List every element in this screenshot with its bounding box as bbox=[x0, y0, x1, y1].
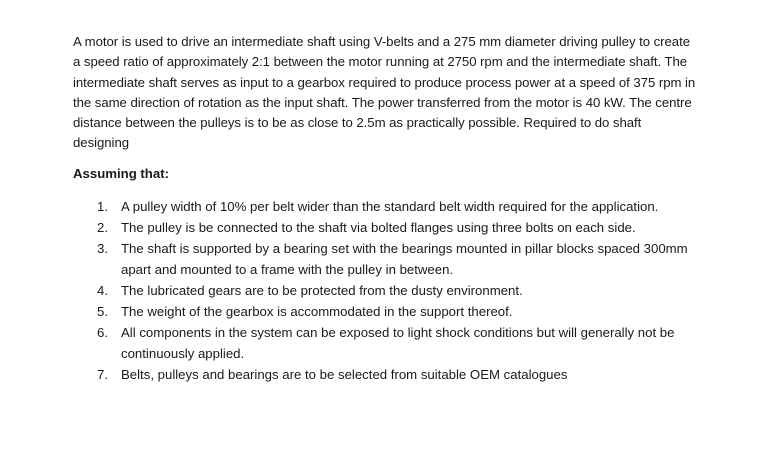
assumptions-list bbox=[97, 196, 697, 385]
list-item-text: The weight of the gearbox is accommodated in the support thereof. bbox=[121, 303, 513, 319]
intro-paragraph: A motor is used to drive an intermediate shaft using V-belts and a 275 mm diameter driving pulley to create a speed ratio of approximately 2:1 between the motor running at 2750 rpm and the intermediate shaft. The intermediate shaft serves as input to a gearbox required to produce process power at a speed of 375 rpm in the same direction of rotation as the input shaft. The power transferred from the motor is 40 kW. The centre distance between the pulleys is to be as close to 2.5m as practically possible. Required to do shaft designing bbox=[73, 34, 696, 151]
list-item-number: 5. bbox=[97, 303, 108, 319]
assumptions-heading: Assuming that: bbox=[73, 165, 169, 181]
list-item-text: The pulley is be connected to the shaft via bolted flanges using three bolts on each side. bbox=[121, 219, 636, 235]
list-item-number: 4. bbox=[97, 282, 108, 298]
list-item bbox=[97, 196, 697, 217]
list-item bbox=[97, 280, 697, 301]
list-item-number: 1. bbox=[97, 198, 108, 214]
list-item bbox=[97, 301, 697, 322]
list-item bbox=[97, 217, 697, 238]
list-item bbox=[97, 364, 697, 385]
list-item-number: 3. bbox=[97, 240, 108, 256]
list-item-number: 6. bbox=[97, 324, 108, 340]
list-item-text: Belts, pulleys and bearings are to be selected from suitable OEM catalogues bbox=[121, 366, 568, 382]
list-item bbox=[97, 238, 697, 280]
list-item-text: The lubricated gears are to be protected from the dusty environment. bbox=[121, 282, 523, 298]
list-item-number: 7. bbox=[97, 366, 108, 382]
list-item-text: A pulley width of 10% per belt wider than the standard belt width required for the application. bbox=[121, 198, 659, 214]
list-item-text: The shaft is supported by a bearing set with the bearings mounted in pillar blocks spaced 300mm apart and mounted to a frame with the pulley in between. bbox=[121, 240, 688, 277]
list-item-text: All components in the system can be exposed to light shock conditions but will generally not be continuously applied. bbox=[121, 324, 675, 361]
list-item-number: 2. bbox=[97, 219, 108, 235]
list-item bbox=[97, 322, 697, 364]
